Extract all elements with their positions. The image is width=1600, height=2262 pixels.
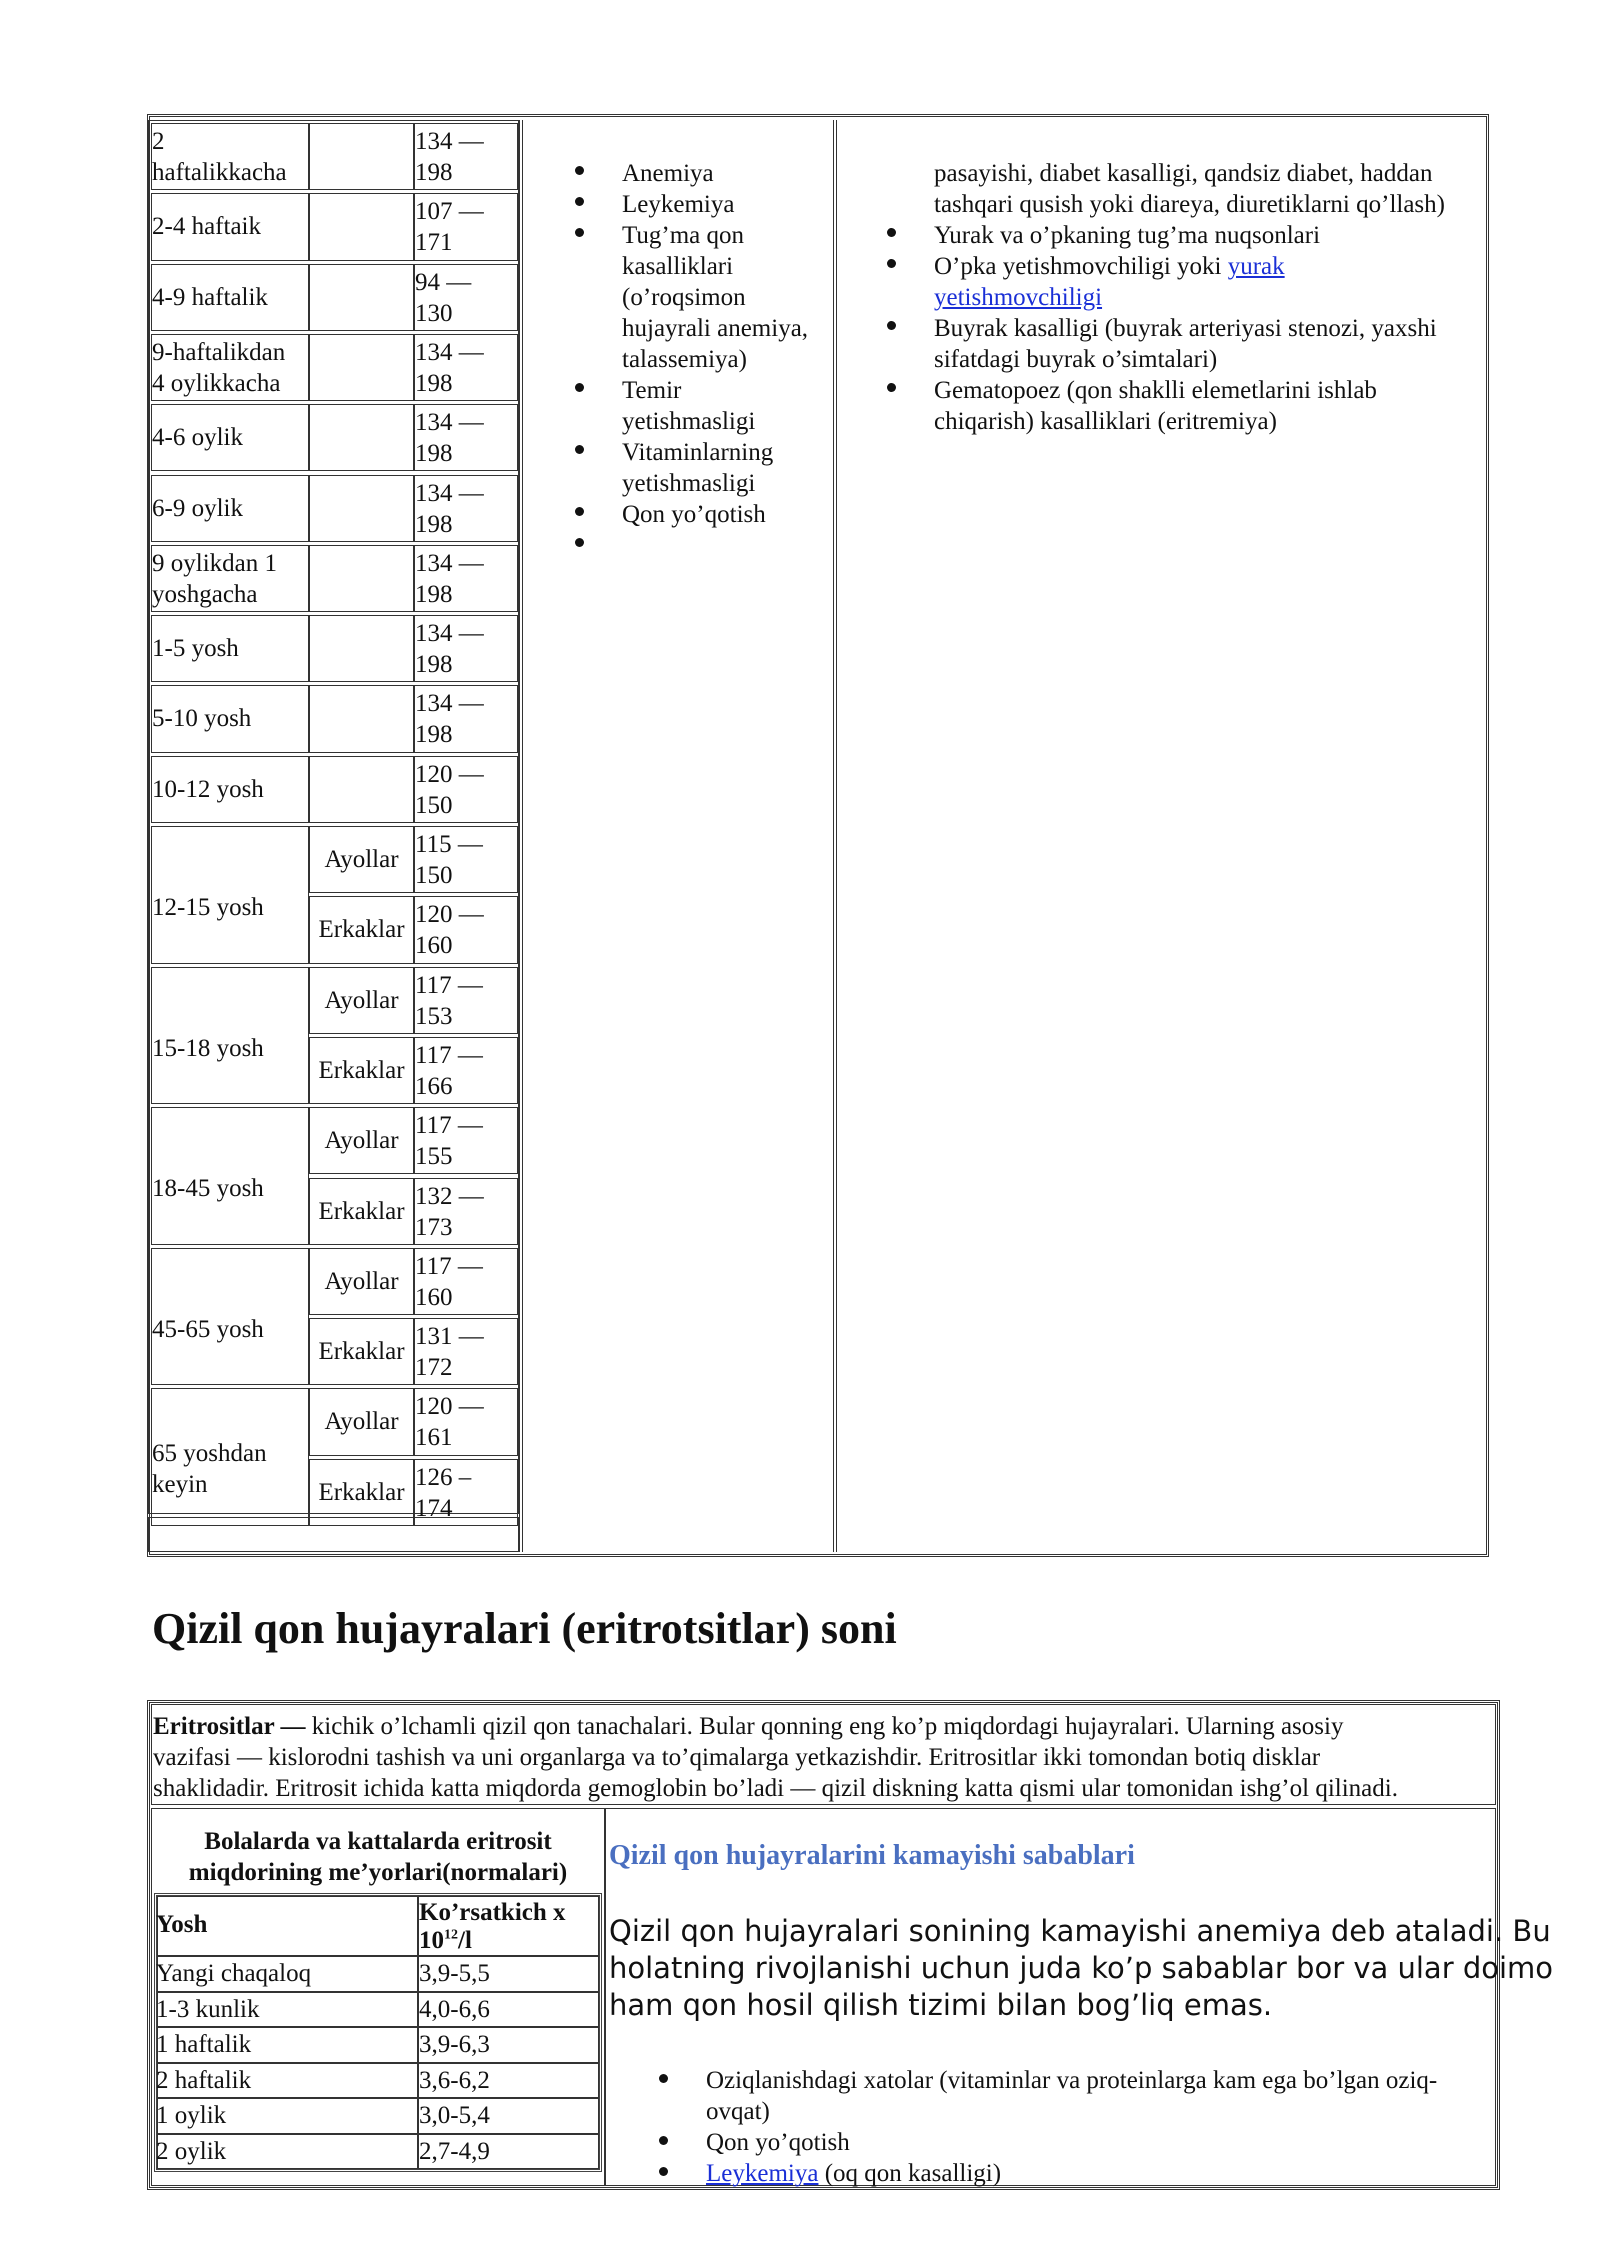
bullet — [659, 2074, 668, 2083]
hemoglobin-range: 94 — — [415, 268, 472, 296]
age-label: 4-9 haftalik — [152, 283, 268, 311]
rbc-value: 4,0-6,6 — [419, 1995, 490, 2023]
rbc-table-caption-1: Bolalarda va kattalarda eritrosit — [204, 1828, 552, 1855]
age-label: 2 — [152, 128, 165, 155]
gender-cell — [309, 756, 414, 823]
hemoglobin-range: 120 — — [415, 901, 484, 929]
decrease-cause-item: Tug’ma qon — [622, 222, 745, 249]
bullet — [575, 228, 584, 237]
hemoglobin-range: 132 — — [415, 1182, 484, 1210]
rbc-age: 1-3 kunlik — [156, 1995, 260, 2023]
bullet — [575, 166, 584, 175]
rbc-age: 2 haftalik — [156, 2066, 252, 2094]
age-label: yoshgacha — [152, 580, 258, 608]
hemoglobin-range: 134 — — [415, 409, 484, 437]
increase-item-3-line2: sifatdagi buyrak o’simtalari) — [934, 346, 1218, 373]
decrease-cause-item: Qon yo’qotish — [622, 501, 766, 528]
continuation-line-2: tashqari qusish yoki diareya, diuretiklarni qo’llash) — [934, 191, 1445, 218]
gender-label: Erkaklar — [318, 916, 405, 944]
gender-cell — [309, 545, 414, 612]
rbc-value: 3,9-6,3 — [419, 2031, 490, 2058]
bullet — [575, 445, 584, 454]
leykemiya-link[interactable]: Leykemiya — [706, 2160, 819, 2187]
decrease-cause-item: Leykemiya — [622, 191, 735, 218]
gender-label: Erkaklar — [318, 1197, 405, 1225]
hemoglobin-range: 160 — [415, 932, 453, 960]
hemoglobin-range: 131 — — [415, 1323, 484, 1351]
age-label: keyin — [152, 1471, 208, 1499]
gender-cell — [309, 334, 414, 401]
section-heading: Qizil qon hujayralari (eritrotsitlar) soni — [152, 1604, 897, 1653]
hemoglobin-range: 172 — [415, 1354, 453, 1382]
header-value-line1: Ko’rsatkich x — [419, 1899, 566, 1926]
header-age: Yosh — [156, 1911, 208, 1938]
rbc-decrease-paragraph-1: Qizil qon hujayralari sonining kamayishi anemiya deb ataladi. Bu — [609, 1914, 1551, 1948]
rbc-table-caption-2: miqdorining me’yorlari(normalari) — [188, 1859, 568, 1886]
age-label: 15-18 yosh — [152, 1034, 264, 1062]
increase-item-2: O’pka yetishmovchiligi yoki yurak — [934, 253, 1285, 280]
hemoglobin-range: 174 — [415, 1494, 453, 1522]
decrease-cause-item: hujayrali anemiya, — [622, 315, 809, 342]
hemoglobin-range: 171 — [415, 229, 453, 257]
decrease-cause-item: Anemiya — [622, 160, 714, 187]
hemoglobin-range: 130 — [415, 299, 453, 327]
hemoglobin-range: 126 – — [415, 1463, 472, 1491]
hemoglobin-range: 173 — [415, 1213, 453, 1241]
age-label: 45-65 yosh — [152, 1315, 264, 1343]
decrease-cause-item: kasalliklari — [622, 253, 734, 280]
gender-cell — [309, 685, 414, 752]
rbc-age: 1 haftalik — [156, 2031, 252, 2058]
gender-label: Erkaklar — [318, 1338, 405, 1366]
age-label: 6-9 oylik — [152, 494, 243, 522]
hemoglobin-range: 120 — — [415, 760, 484, 788]
increase-item-2-line2 — [934, 282, 1102, 313]
age-label: 2-4 haftaik — [152, 213, 261, 241]
hemoglobin-range: 134 — — [415, 620, 484, 648]
gender-label: Ayollar — [324, 1127, 399, 1155]
rbc-decrease-item-3: Leykemiya (oq qon kasalligi) — [706, 2160, 1002, 2187]
age-label: 18-45 yosh — [152, 1175, 264, 1203]
hemoglobin-range: 117 — — [415, 1041, 483, 1069]
rbc-value: 3,6-6,2 — [419, 2066, 490, 2094]
hemoglobin-range: 117 — — [415, 1112, 483, 1140]
column-divider — [833, 120, 837, 1552]
hemoglobin-range: 155 — [415, 1143, 453, 1171]
age-label: 4-6 oylik — [152, 424, 243, 452]
age-label: 9 oylikdan 1 — [152, 549, 277, 577]
gender-cell — [309, 615, 414, 682]
rbc-decrease-heading: Qizil qon hujayralarini kamayishi sabablari — [609, 1840, 1135, 1871]
hemoglobin-range: 150 — [415, 862, 453, 889]
gender-cell — [309, 264, 414, 331]
header-value-line2: $10^{12}/l$ — [419, 1927, 472, 1954]
yetishmovchiligi-link[interactable]: yetishmovchiligi — [934, 284, 1103, 311]
age-label: 5-10 yosh — [152, 705, 252, 733]
hemoglobin-range: 134 — — [415, 338, 484, 366]
column-divider — [519, 120, 523, 1552]
hemoglobin-range: 198 — [415, 721, 453, 749]
hemoglobin-range: 198 — [415, 580, 453, 608]
age-label: 10-12 yosh — [152, 775, 264, 803]
gender-cell — [309, 193, 414, 260]
hemoglobin-range: 198 — [415, 440, 453, 468]
rbc-decrease-item-1-line1: Oziqlanishdagi xatolar (vitaminlar va proteinlarga kam ega bo’lgan oziq- — [706, 2067, 1438, 2094]
decrease-cause-item: Vitaminlarning — [622, 439, 774, 466]
bullet — [887, 228, 896, 237]
hemoglobin-range: 160 — [415, 1283, 453, 1311]
gender-label: Erkaklar — [318, 1478, 405, 1506]
age-label: 4 oylikkacha — [152, 369, 281, 397]
rbc-decrease-paragraph-2: holatning rivojlanishi uchun juda ko’p sabablar bor va ular doimo — [609, 1951, 1554, 1985]
rbc-age: 2 oylik — [156, 2137, 227, 2165]
yurak-link[interactable]: yurak — [1227, 253, 1285, 280]
increase-item-4-line2: chiqarish) kasalliklari (eritremiya) — [934, 408, 1277, 435]
age-label: haftalikkacha — [152, 159, 287, 186]
hemoglobin-range: 161 — [415, 1424, 453, 1452]
hemoglobin-range: 107 — — [415, 198, 484, 226]
increase-item-4-line1: Gematopoez (qon shaklli elemetlarini ishlab — [934, 377, 1377, 404]
decrease-cause-item: yetishmasligi — [622, 470, 756, 497]
gender-label: Ayollar — [324, 986, 399, 1014]
gender-cell — [309, 475, 414, 542]
rbc-value: 2,7-4,9 — [419, 2137, 490, 2165]
gender-label: Ayollar — [324, 846, 399, 873]
hemoglobin-range: 134 — — [415, 479, 484, 507]
hemoglobin-range: 166 — [415, 1072, 453, 1100]
hemoglobin-range: 153 — [415, 1002, 453, 1030]
rbc-age: 1 oylik — [156, 2102, 227, 2129]
rbc-value: 3,0-5,4 — [419, 2102, 490, 2129]
hemoglobin-range: 115 — — [415, 831, 483, 858]
age-label: 65 yoshdan — [152, 1440, 267, 1468]
gender-label: Ayollar — [324, 1408, 399, 1436]
hemoglobin-range: 134 — — [415, 128, 484, 155]
gender-cell — [309, 404, 414, 471]
hemoglobin-range: 198 — [415, 159, 453, 186]
continuation-line-1: pasayishi, diabet kasalligi, qandsiz diabet, haddan — [934, 160, 1433, 187]
hemoglobin-range: 120 — — [415, 1393, 484, 1421]
bullet — [887, 383, 896, 392]
hemoglobin-range: 198 — [415, 369, 453, 397]
bullet — [575, 197, 584, 206]
decrease-cause-item: talassemiya) — [622, 346, 747, 373]
age-label: 9-haftalikdan — [152, 338, 286, 366]
bullet — [575, 383, 584, 392]
hemoglobin-range: 117 — — [415, 1252, 483, 1280]
intro-line-2: vazifasi — kislorodni tashish va uni organlarga va to’qimalarga yetkazishdir. Eritrositlar ikki tomondan botiq disklar — [153, 1744, 1321, 1771]
decrease-cause-item: yetishmasligi — [622, 408, 756, 435]
increase-item-1: Yurak va o’pkaning tug’ma nuqsonlari — [934, 222, 1321, 249]
hemoglobin-range: 198 — [415, 510, 453, 538]
bullet — [575, 507, 584, 516]
rbc-decrease-item-1-line2: ovqat) — [706, 2098, 770, 2125]
bullet — [659, 2136, 668, 2145]
hemoglobin-range: 150 — [415, 791, 453, 819]
rbc-decrease-paragraph-3: ham qon hosil qilish tizimi bilan bog’liq emas. — [609, 1988, 1273, 2022]
gender-label: Ayollar — [324, 1267, 399, 1295]
intro-line-3: shaklidadir. Eritrosit ichida katta miqdorda gemoglobin bo’ladi — qizil diskning katta qismi ular tomonidan ishg’ol qilinadi. — [153, 1775, 1398, 1802]
hemoglobin-range: 134 — — [415, 690, 484, 718]
bullet — [659, 2167, 668, 2176]
intro-line-1: Eritrositlar — kichik o’lchamli qizil qon tanachalari. Bular qonning eng ko’p miqdordagi hujayralari. Ularning asosiy — [153, 1713, 1344, 1740]
gender-cell — [309, 123, 414, 190]
increase-item-3-line1: Buyrak kasalligi (buyrak arteriyasi stenozi, yaxshi — [934, 315, 1437, 342]
hemoglobin-range: 134 — — [415, 549, 484, 577]
age-label: 12-15 yosh — [152, 894, 264, 921]
bullet — [887, 259, 896, 268]
rbc-age: Yangi chaqaloq — [156, 1960, 312, 1987]
bullet — [887, 321, 896, 330]
hemoglobin-range: 117 — — [415, 971, 483, 999]
hemoglobin-range: 198 — [415, 651, 453, 679]
gender-label: Erkaklar — [318, 1056, 405, 1084]
age-label: 1-5 yosh — [152, 635, 239, 663]
decrease-cause-item: (o’roqsimon — [622, 284, 746, 311]
rbc-value: 3,9-5,5 — [419, 1960, 490, 1987]
bullet — [575, 538, 584, 547]
decrease-cause-item: Temir — [622, 377, 682, 404]
rbc-decrease-item-2: Qon yo’qotish — [706, 2129, 850, 2156]
